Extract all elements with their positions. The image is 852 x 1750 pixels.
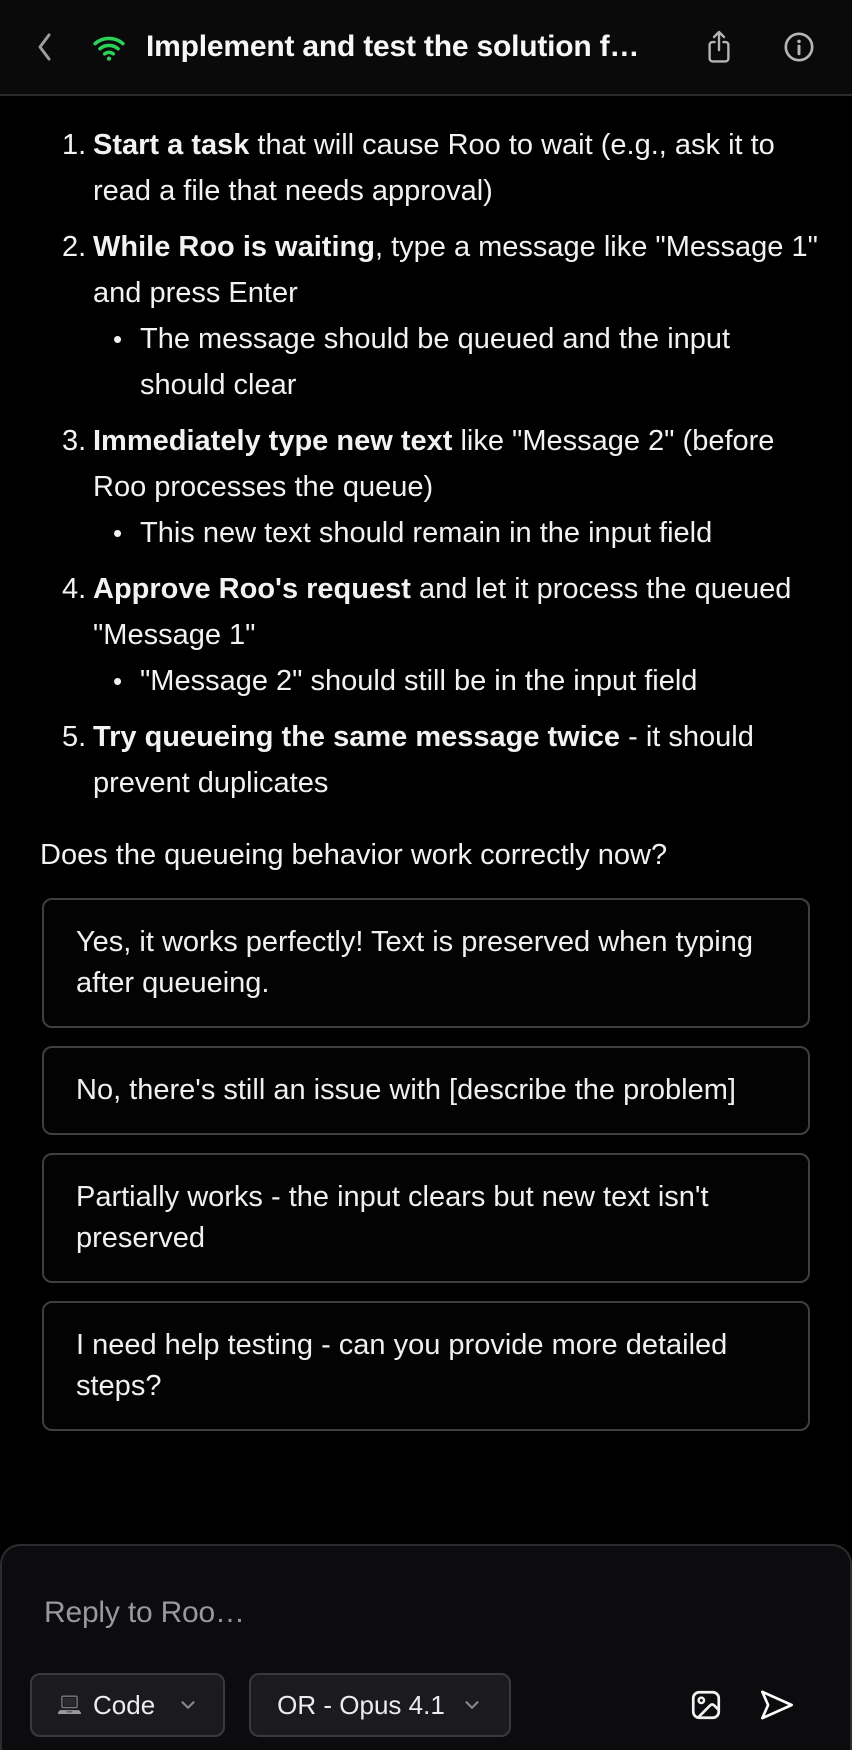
page-title: Implement and test the solution f…: [146, 30, 640, 63]
step-text: [93, 714, 818, 806]
step-bold-text: While Roo is waiting: [93, 231, 375, 263]
chevron-left-icon: [33, 30, 57, 64]
step-bold-text: Start a task: [93, 129, 250, 161]
reply-input-placeholder: Reply to Roo…: [44, 1596, 245, 1629]
list-number: 2.: [62, 231, 87, 263]
send-icon: [758, 1688, 796, 1722]
list-item-4: [40, 566, 818, 704]
step-rest-text: that will cause Roo to wait (e.g., ask it to read a file that needs approval): [93, 129, 775, 207]
list-item-5: [40, 714, 818, 806]
step-rest-text: - it should prevent duplicates: [93, 721, 754, 799]
list-number: 5.: [62, 721, 87, 753]
step-rest-text: like "Message 2" (before Roo processes the queue): [93, 425, 775, 503]
chevron-down-icon: [177, 1694, 199, 1716]
step-bold-text: Approve Roo's request: [93, 573, 411, 605]
list-number: 4.: [62, 573, 87, 605]
back-button[interactable]: [30, 27, 60, 67]
list-item-2: [40, 224, 818, 408]
model-selector[interactable]: [249, 1673, 511, 1737]
step-text: [93, 418, 818, 510]
header-bar: [0, 0, 852, 96]
model-label: OR - Opus 4.1: [277, 1689, 445, 1720]
step-rest-text: and let it process the queued "Message 1": [93, 573, 792, 651]
info-icon: [782, 30, 816, 64]
step-text: [93, 122, 818, 214]
suggested-reply-button-3[interactable]: Partially works - the input clears but new text isn't preserved: [42, 1153, 810, 1283]
suggested-replies: [42, 898, 810, 1431]
send-button[interactable]: [758, 1685, 796, 1725]
step-rest-text: , type a message like "Message 1" and press Enter: [93, 231, 818, 309]
info-button[interactable]: [782, 27, 816, 67]
mode-selector[interactable]: [30, 1673, 225, 1737]
laptop-icon: [56, 1692, 83, 1719]
question-text: Does the queueing behavior work correctly now?: [40, 839, 668, 871]
suggested-reply-button-4[interactable]: I need help testing - can you provide more detailed steps?: [42, 1301, 810, 1431]
list-number: 1.: [62, 129, 87, 161]
composer-toolbar: [30, 1673, 796, 1737]
sub-list-item: [113, 316, 818, 408]
sub-item-text: This new text should remain in the input field: [140, 517, 713, 549]
step-bold-text: Try queueing the same message twice: [93, 721, 621, 753]
reply-input[interactable]: [44, 1584, 808, 1642]
bullet-icon: [113, 658, 140, 704]
chevron-down-icon: [461, 1694, 483, 1716]
step-text: [93, 566, 818, 658]
sub-list-item: [113, 510, 818, 556]
step-text: [93, 224, 818, 316]
list-item-3: [40, 418, 818, 556]
suggested-reply-button-2[interactable]: No, there's still an issue with [describe the problem]: [42, 1046, 810, 1135]
sub-item-text: The message should be queued and the input should clear: [140, 323, 731, 401]
share-button[interactable]: [702, 27, 736, 67]
attach-image-button[interactable]: [688, 1685, 724, 1725]
suggested-reply-button-1[interactable]: Yes, it works perfectly! Text is preserved when typing after queueing.: [42, 898, 810, 1028]
image-icon: [689, 1688, 723, 1722]
wifi-icon: [90, 27, 128, 67]
message-content: [0, 98, 852, 1449]
bullet-icon: [113, 316, 140, 408]
share-icon: [704, 28, 734, 66]
mode-label: Code: [93, 1689, 156, 1720]
composer-panel: [0, 1544, 852, 1750]
bullet-icon: [113, 510, 140, 556]
sub-item-text: "Message 2" should still be in the input field: [140, 665, 698, 697]
step-bold-text: Immediately type new text: [93, 425, 453, 457]
list-item-1: [40, 122, 818, 214]
sub-list-item: [113, 658, 818, 704]
list-number: 3.: [62, 425, 87, 457]
